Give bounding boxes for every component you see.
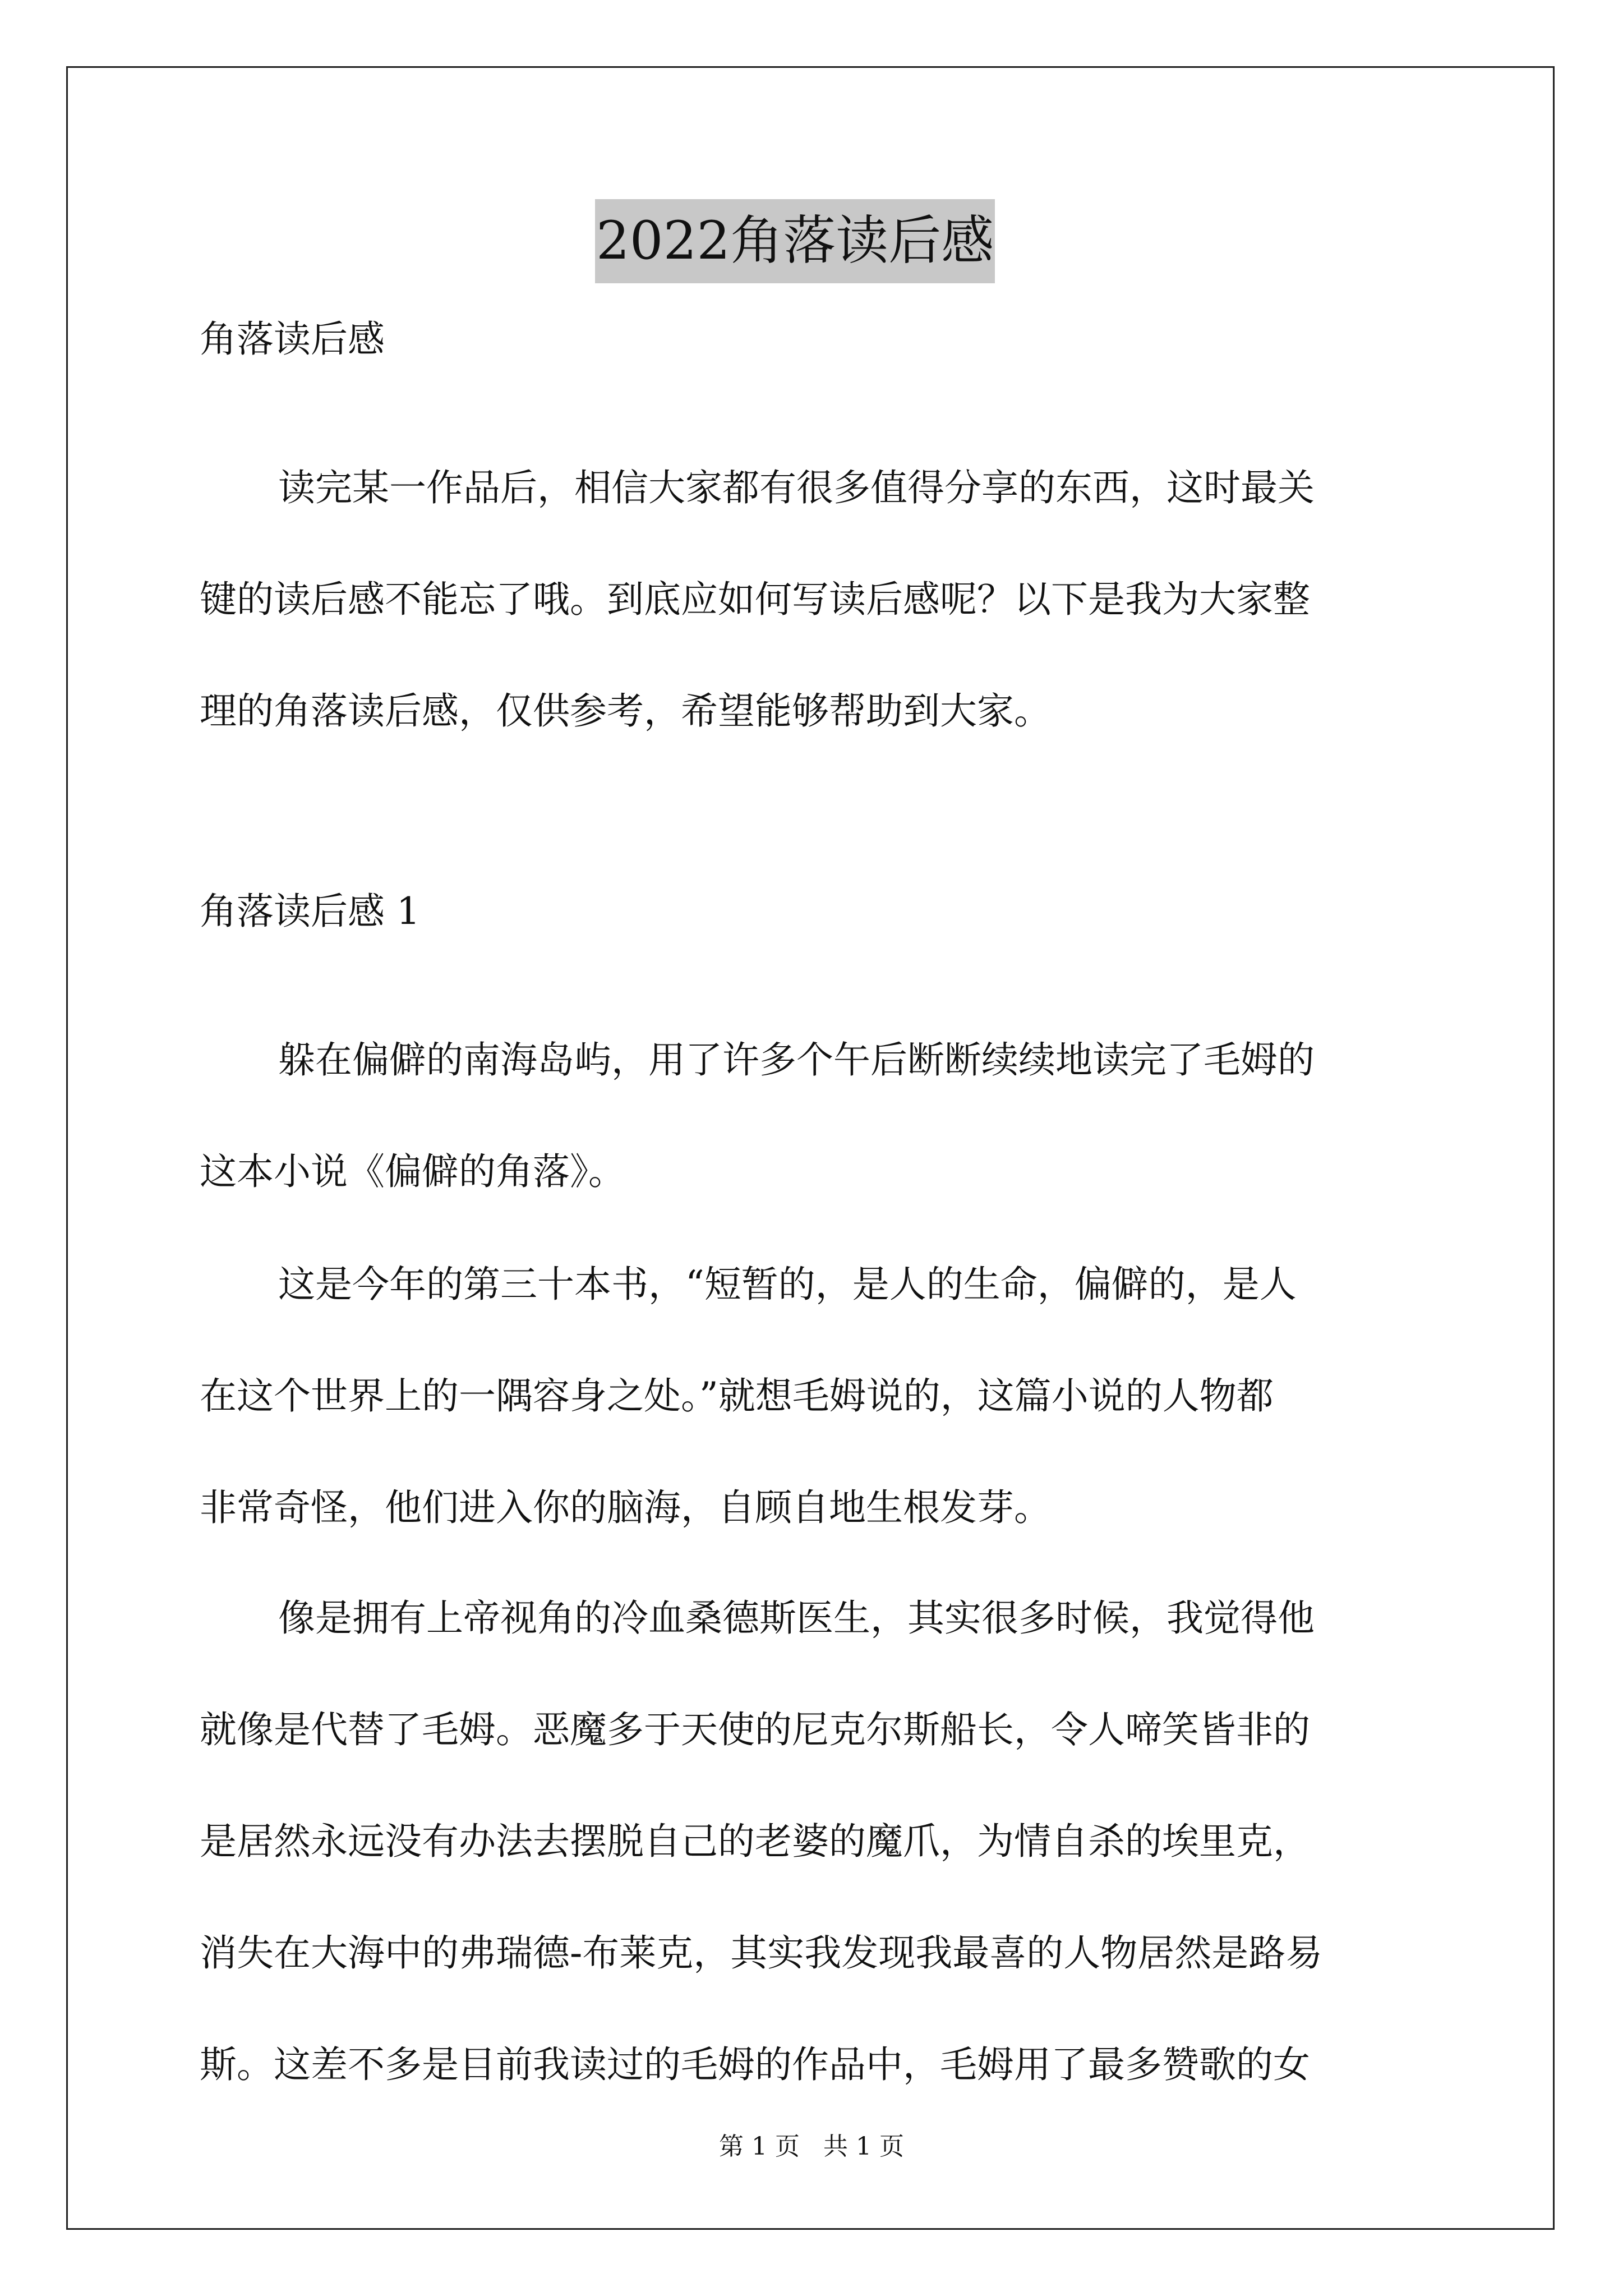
text-line: 是居然永远没有办法去摆脱自己的老婆的魔爪，为情自杀的埃里克， xyxy=(200,1820,1310,1863)
text-line: 理的角落读后感，仅供参考，希望能够帮助到大家。 xyxy=(200,689,1051,733)
text-line: 这本小说《偏僻的角落》。 xyxy=(200,1150,625,1193)
paragraph-3 xyxy=(200,1562,1433,2120)
text-line: 消失在大海中的弗瑞德-布莱克，其实我发现我最喜的人物居然是路易 xyxy=(200,1931,1323,1975)
text-line: 就像是代替了毛姆。恶魔多于天使的尼克尔斯船长，令人啼笑皆非的 xyxy=(200,1708,1310,1751)
section-heading: 角落读后感 1 xyxy=(200,890,420,933)
text-line: 斯。这差不多是目前我读过的毛姆的作品中，毛姆用了最多赞歌的女 xyxy=(200,2043,1310,2086)
intro-paragraph xyxy=(200,432,1433,767)
page-footer: 第 1 页 共 1 页 xyxy=(719,2132,904,2161)
text-line: 这是今年的第三十本书，“短暂的，是人的生命，偏僻的，是人 xyxy=(278,1263,1297,1306)
text-line: 躲在偏僻的南海岛屿，用了许多个午后断断续续地读完了毛姆的 xyxy=(278,1038,1315,1082)
text-line: 非常奇怪，他们进入你的脑海，自顾自地生根发芽。 xyxy=(200,1486,1051,1529)
text-line: 像是拥有上帝视角的冷血桑德斯医生，其实很多时候，我觉得他 xyxy=(278,1596,1315,1640)
paragraph-1 xyxy=(200,1004,1433,1227)
paragraph-2 xyxy=(200,1228,1433,1563)
main-heading: 角落读后感 xyxy=(200,318,385,361)
text-line: 键的读后感不能忘了哦。到底应如何写读后感呢？以下是我为大家整 xyxy=(200,578,1310,621)
text-line: 在这个世界上的一隅容身之处。”就想毛姆说的，这篇小说的人物都 xyxy=(200,1374,1274,1418)
text-line: 读完某一作品后，相信大家都有很多值得分享的东西，这时最关 xyxy=(278,466,1315,509)
document-title: 2022角落读后感 xyxy=(595,199,995,283)
